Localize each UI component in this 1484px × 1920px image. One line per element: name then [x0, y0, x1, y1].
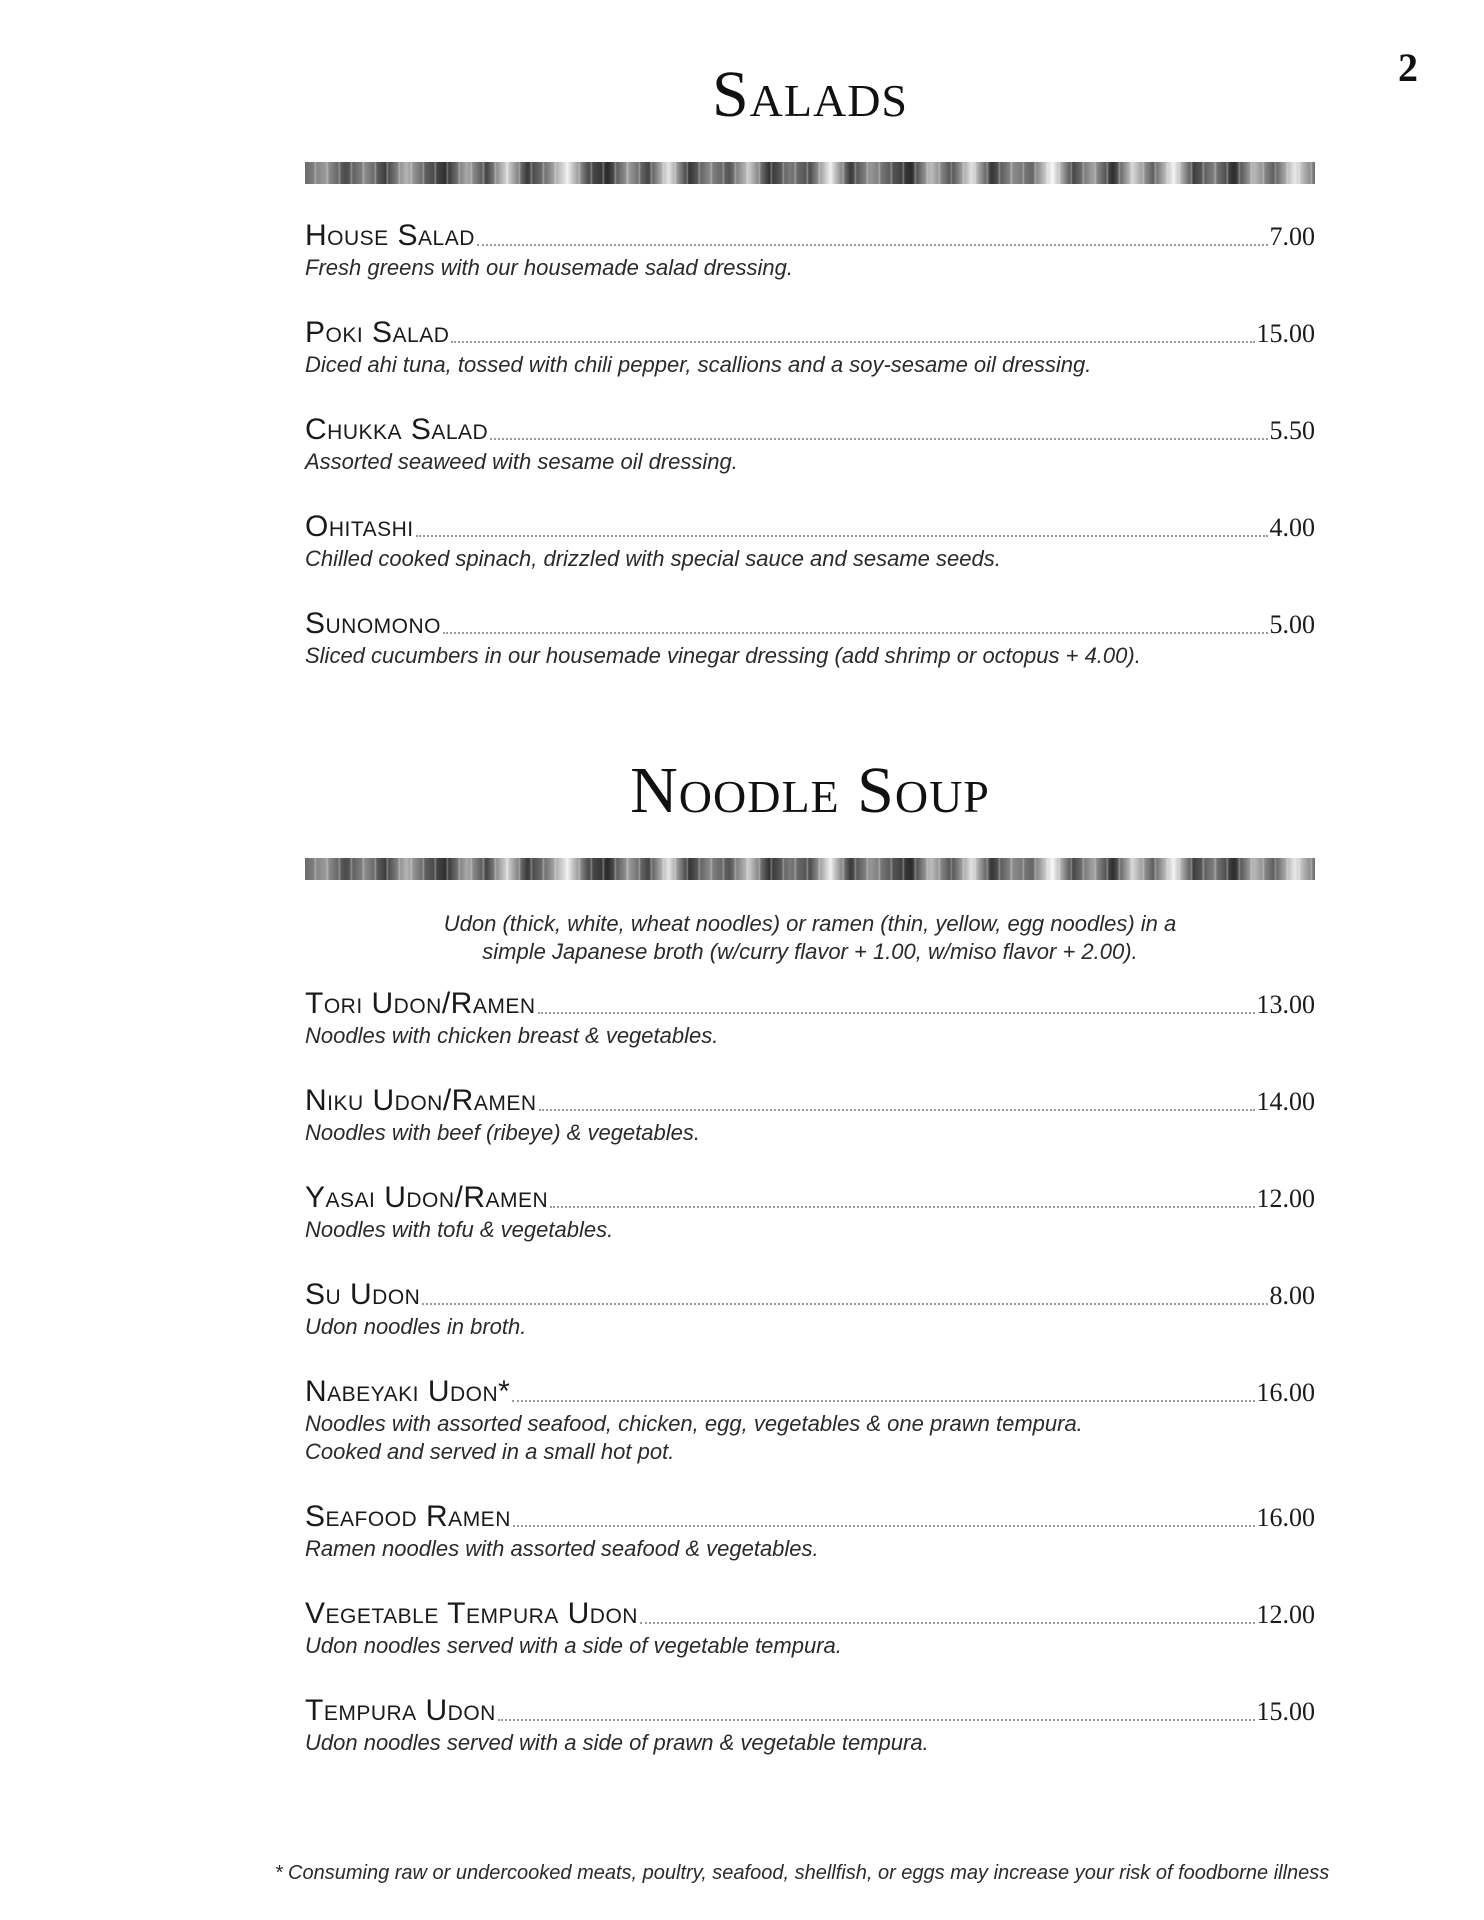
item-price: 12.00 — [1256, 1600, 1315, 1629]
item-name: Vegetable Tempura Udon — [305, 1597, 638, 1630]
noodle-soup-intro — [305, 910, 1315, 966]
item-description: Fresh greens with our housemade salad dressing. — [305, 255, 793, 280]
menu-item — [305, 1501, 1315, 1563]
intro-line: simple Japanese broth (w/curry flavor + 1.00, w/miso flavor + 2.00). — [482, 939, 1138, 964]
salads-list — [305, 220, 1315, 670]
item-description: Udon noodles served with a side of vegetable tempura. — [305, 1633, 842, 1658]
noodle-soup-title: Noodle Soup — [630, 754, 990, 827]
noodle-soup-banner — [305, 858, 1315, 880]
item-price: 5.50 — [1269, 416, 1315, 445]
menu-item — [305, 220, 1315, 282]
item-description: Noodles with chicken breast & vegetables. — [305, 1023, 719, 1048]
item-description: Cooked and served in a small hot pot. — [305, 1439, 675, 1464]
salads-section — [305, 58, 1315, 705]
item-description: Chilled cooked spinach, drizzled with special sauce and sesame seeds. — [305, 546, 1001, 571]
item-description: Udon noodles served with a side of prawn & vegetable tempura. — [305, 1730, 929, 1755]
item-description: Ramen noodles with assorted seafood & vegetables. — [305, 1536, 819, 1561]
item-description: Diced ahi tuna, tossed with chili pepper, scallions and a soy-sesame oil dressing. — [305, 352, 1092, 377]
salads-title: Salads — [711, 58, 909, 131]
dot-leader — [550, 1205, 1254, 1208]
menu-item — [305, 317, 1315, 379]
item-description: Assorted seaweed with sesame oil dressing. — [305, 449, 738, 474]
item-name: Su Udon — [305, 1278, 421, 1311]
item-price: 16.00 — [1256, 1503, 1315, 1532]
dot-leader — [498, 1718, 1255, 1721]
menu-item — [305, 414, 1315, 476]
item-name: Tempura Udon — [305, 1694, 496, 1727]
dot-leader — [538, 1011, 1255, 1014]
item-name: Sunomono — [305, 607, 442, 640]
salads-banner — [305, 162, 1315, 184]
item-name: Nabeyaki Udon* — [305, 1375, 511, 1408]
item-price: 12.00 — [1256, 1184, 1315, 1213]
dot-leader — [539, 1108, 1255, 1111]
menu-item — [305, 1598, 1315, 1660]
item-price: 8.00 — [1269, 1281, 1315, 1310]
item-price: 13.00 — [1256, 990, 1315, 1019]
menu-item — [305, 1085, 1315, 1147]
item-price: 15.00 — [1256, 319, 1315, 348]
dot-leader — [490, 437, 1267, 440]
dot-leader — [512, 1399, 1254, 1402]
item-name: Seafood Ramen — [305, 1500, 511, 1533]
item-name: Yasai Udon/Ramen — [305, 1181, 549, 1214]
item-description: Noodles with tofu & vegetables. — [305, 1217, 614, 1242]
page-number: 2 — [1398, 45, 1418, 90]
item-description: Noodles with assorted seafood, chicken, egg, vegetables & one prawn tempura. — [305, 1411, 1083, 1436]
item-description: Sliced cucumbers in our housemade vinegar dressing (add shrimp or octopus + 4.00). — [305, 643, 1141, 668]
allergy-footnote: * Consuming raw or undercooked meats, poultry, seafood, shellfish, or eggs may increase your risk of foodborne illness — [274, 1862, 1330, 1884]
menu-item — [305, 511, 1315, 573]
menu-item — [305, 608, 1315, 670]
dot-leader — [416, 534, 1268, 537]
item-price: 16.00 — [1256, 1378, 1315, 1407]
item-price: 15.00 — [1256, 1697, 1315, 1726]
dot-leader — [640, 1621, 1255, 1624]
menu-item — [305, 1182, 1315, 1244]
item-price: 4.00 — [1269, 513, 1315, 542]
item-name: Niku Udon/Ramen — [305, 1084, 537, 1117]
item-price: 7.00 — [1269, 222, 1315, 251]
dot-leader — [443, 631, 1267, 634]
item-name: House Salad — [305, 219, 475, 252]
item-price: 5.00 — [1269, 610, 1315, 639]
item-description: Noodles with beef (ribeye) & vegetables. — [305, 1120, 700, 1145]
item-description: Udon noodles in broth. — [305, 1314, 527, 1339]
menu-item — [305, 988, 1315, 1050]
item-name: Poki Salad — [305, 316, 450, 349]
dot-leader — [477, 243, 1268, 246]
item-name: Ohitashi — [305, 510, 414, 543]
item-name: Tori Udon/Ramen — [305, 987, 536, 1020]
noodle-soup-section — [305, 754, 1315, 1792]
dot-leader — [513, 1524, 1255, 1527]
noodle-soup-list — [305, 988, 1315, 1757]
intro-line: Udon (thick, white, wheat noodles) or ramen (thin, yellow, egg noodles) in a — [443, 911, 1177, 936]
menu-item — [305, 1695, 1315, 1757]
dot-leader — [451, 340, 1254, 343]
dot-leader — [422, 1302, 1267, 1305]
menu-item — [305, 1376, 1315, 1466]
menu-item — [305, 1279, 1315, 1341]
item-name: Chukka Salad — [305, 413, 489, 446]
item-price: 14.00 — [1256, 1087, 1315, 1116]
